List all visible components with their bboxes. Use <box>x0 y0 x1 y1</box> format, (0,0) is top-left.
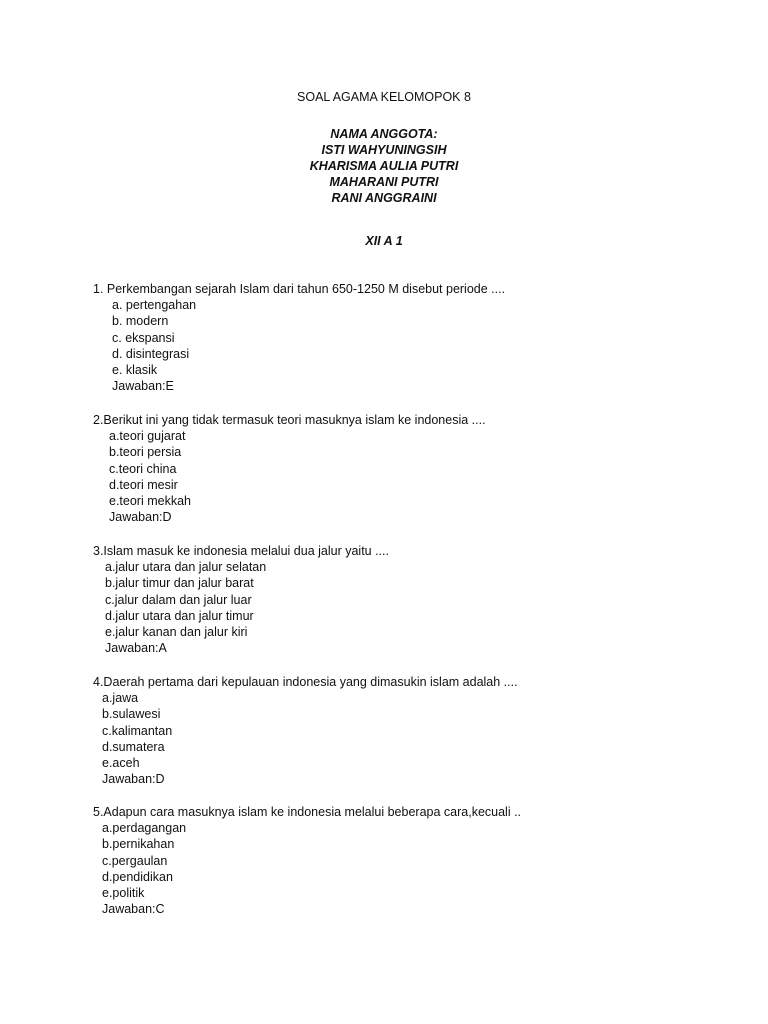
question-text: 5.Adapun cara masuknya islam ke indonesia melalui beberapa cara,kecuali .. <box>93 805 522 819</box>
member-name: MAHARANI PUTRI <box>329 175 439 189</box>
question-4 <box>93 674 518 787</box>
question-text: 2.Berikut ini yang tidak termasuk teori masuknya islam ke indonesia .... <box>93 413 486 427</box>
option: a.teori gujarat <box>109 429 186 444</box>
members-block <box>0 126 768 206</box>
option: e.politik <box>102 886 145 901</box>
option: e.aceh <box>102 756 140 771</box>
option: a.perdagangan <box>102 821 187 836</box>
option: c.jalur dalam dan jalur luar <box>105 592 252 607</box>
member-name: KHARISMA AULIA PUTRI <box>309 159 459 173</box>
option: b.teori persia <box>109 445 182 460</box>
member-name: RANI ANGGRAINI <box>331 191 437 205</box>
member-name: ISTI WAHYUNINGSIH <box>321 143 447 157</box>
option: d.jalur utara dan jalur timur <box>105 608 254 623</box>
answer: Jawaban:D <box>109 510 172 525</box>
option: b.pernikahan <box>102 837 175 852</box>
option: e.jalur kanan dan jalur kiri <box>105 625 248 640</box>
option: c.kalimantan <box>102 723 173 738</box>
question-3 <box>93 543 389 656</box>
question-text: 1. Perkembangan sejarah Islam dari tahun 650-1250 M disebut periode .... <box>93 282 506 296</box>
option: b. modern <box>112 314 169 329</box>
members-heading: NAMA ANGGOTA: <box>330 127 438 141</box>
option: b.jalur timur dan jalur barat <box>105 576 254 591</box>
document-title: SOAL AGAMA KELOMOPOK 8 <box>297 90 471 104</box>
option: d.pendidikan <box>102 869 173 884</box>
option: a. pertengahan <box>112 298 197 313</box>
option: c.teori china <box>109 461 177 476</box>
option: d. disintegrasi <box>112 346 190 361</box>
option: e. klasik <box>112 363 158 378</box>
question-1 <box>93 281 505 394</box>
answer: Jawaban:C <box>102 902 165 917</box>
question-text: 4.Daerah pertama dari kepulauan indonesia yang dimasukin islam adalah .... <box>93 675 518 689</box>
option: c. ekspansi <box>112 330 175 345</box>
option: a.jawa <box>102 691 139 706</box>
answer: Jawaban:D <box>102 772 165 787</box>
option: d.teori mesir <box>109 477 178 492</box>
option: b.sulawesi <box>102 707 161 722</box>
option: a.jalur utara dan jalur selatan <box>105 560 267 575</box>
question-5 <box>93 804 521 917</box>
question-2 <box>93 412 486 525</box>
option: e.teori mekkah <box>109 494 191 509</box>
answer: Jawaban:E <box>112 379 174 394</box>
question-text: 3.Islam masuk ke indonesia melalui dua jalur yaitu .... <box>93 544 389 558</box>
option: d.sumatera <box>102 739 165 754</box>
class-label: XII A 1 <box>365 234 403 248</box>
option: c.pergaulan <box>102 853 168 868</box>
answer: Jawaban:A <box>105 641 167 656</box>
